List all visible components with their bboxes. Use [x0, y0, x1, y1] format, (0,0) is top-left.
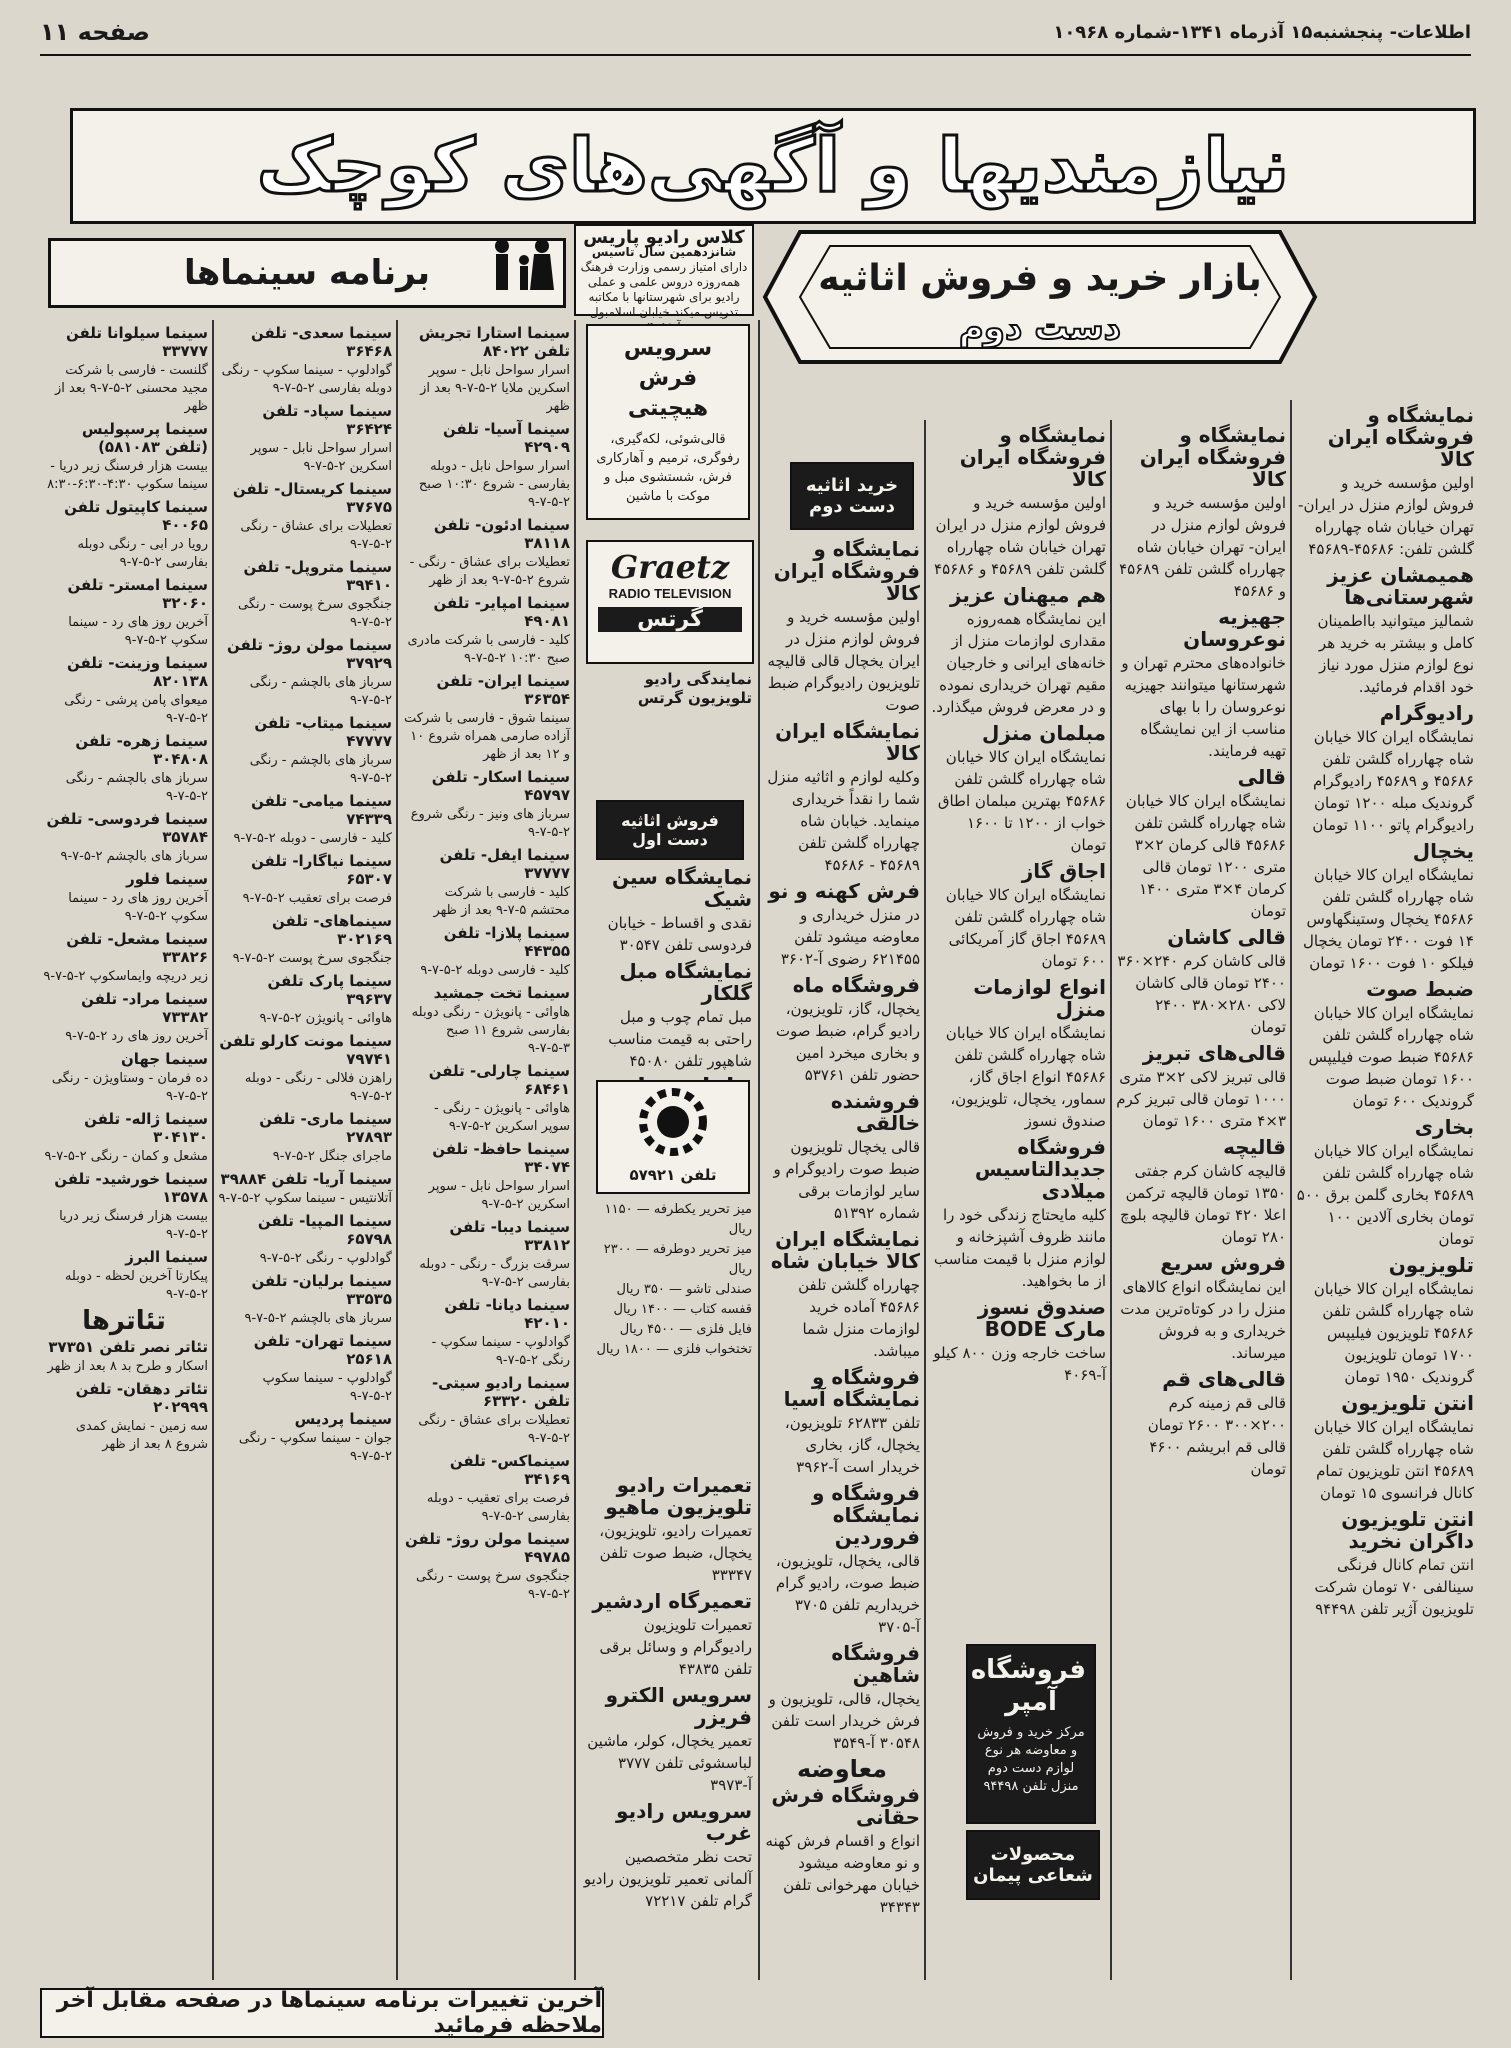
- price-value: ۲۳۰۰ ریال: [603, 1242, 752, 1277]
- ad-text: قالی یخچال تلویزیون ضبط صوت رادیوگرام و سایر لوازمات برقی شماره ۵۱۳۹۲: [773, 1138, 920, 1222]
- cinema-program: تعطیلات برای عشاق - رنگی ۲-۵-۷-۹: [418, 1413, 570, 1446]
- ad-text: این نمایشگاه همه‌روزه مقداری لوازمات منزل از خانه‌های ایرانی و خارجیان مقیم تهران خریداری نموده و در معرض فروش میگذارد.: [931, 610, 1106, 716]
- cinema-program: اسرار سواحل نابل - سوپر اسکرین ۲-۵-۷-۹: [250, 441, 392, 474]
- ad-heading: فروشگاه شاهین: [831, 1641, 920, 1687]
- cinema-program: هاوائی - پانویژن ۲-۵-۷-۹: [259, 1011, 392, 1026]
- ad-text: نمایشگاه ایران کالا خیابان شاه چهارراه گلشن تلفن ۴۵۶۸۶ یخچال وستینگهاوس ۱۴ فوت ۲۴۰۰ تومان یخچال فیلکو ۱۰ فوت ۱۶۰۰ تومان: [1302, 866, 1474, 972]
- cinema-name: سینما دیانا- تلفن ۴۲۰۱۰: [444, 1296, 570, 1332]
- cinema-program: سینما شوق - فارسی با شرکت آزاده صارمی همراه شروع ۱۰ و ۱۲ بعد از ظهر: [403, 711, 570, 762]
- ad-text: نمایشگاه ایران کالا خیابان شاه چهارراه گلشن تلفن ۴۵۶۸۶ انواع اجاق گاز، سماور، یخچال، تلویزیون، صندوق نسوز: [945, 1024, 1106, 1130]
- ad-text: نمایشگاه ایران کالا خیابان شاه چهارراه گلشن تلفن ۴۵۶۸۹ انتن تلویزیون تمام کانال فرانسوی ۱۵ تومان: [1313, 1418, 1474, 1502]
- cinema-name: سینما کریستال- تلفن ۳۷۶۷۵: [232, 480, 392, 516]
- ad-heading: ضبط صوت: [1366, 977, 1474, 1001]
- price-value: ۴۵۰۰ ریال: [619, 1322, 676, 1337]
- first-hand-sale-ad: [596, 800, 744, 860]
- cinema-program: کلید - فارسی با شرکت مادری صبح ۱۰:۳۰ ۲-۵-۷-۹: [407, 633, 570, 666]
- family-silhouette-icon: [480, 232, 560, 312]
- ad-heading: تعمیرگاه اردشیر: [592, 1589, 752, 1613]
- column-rule: [212, 320, 214, 1980]
- ad-text: اولین مؤسسه خرید و فروش لوازم منزل در ایران یخچال قالی قالیچه تلویزیون رادیوگرام ضبط صوت: [767, 608, 920, 714]
- cinema-name: سینما ژاله- تلفن ۳۰۴۱۳۰: [84, 1110, 208, 1146]
- footer-text: آخرین تغییرات برنامه سینماها در صفحه مقابل آخر ملاحظه فرمائید: [56, 1988, 602, 2038]
- cinema-name: سینما ایفل- تلفن ۳۷۷۷۷: [439, 846, 570, 882]
- ad-heading: بخاری: [1414, 1115, 1474, 1139]
- price-item: تختخواب فلزی: [673, 1342, 752, 1357]
- cinema-program: مشعل و کمان - رنگی ۲-۵-۷-۹: [44, 1149, 208, 1164]
- ad-heading: فروشگاه و نمایشگاه فروردین: [812, 1481, 920, 1549]
- cinema-name: سینما سعدی- تلفن ۳۶۴۶۸: [250, 324, 392, 360]
- cinema-name: سینما ایران- تلفن ۳۶۳۵۴: [436, 672, 570, 708]
- cinema-programs-title: برنامه سینماها: [183, 253, 431, 293]
- cinema-name: سینما برلیان- تلفن ۳۳۵۳۵: [251, 1272, 392, 1308]
- cinema-name: سینما وزینت- تلفن ۸۲۰۱۳۸: [67, 654, 208, 690]
- ad-text: نمایشگاه ایران کالا خیابان شاه چهارراه گلشن تلفن ۴۵۶۸۹ بخاری گلمن برق ۵۰۰ تومان بخاری آلادین ۱۰۰ تومان: [1296, 1142, 1474, 1248]
- column-iran-kala-2: [1116, 420, 1286, 1980]
- theater-name: تئاتر دهقان- تلفن ۲۰۲۹۹۹: [75, 1380, 208, 1416]
- price-item: میز تحریر دوطرفه: [652, 1242, 752, 1257]
- cinema-program: بیست هزار فرسنگ زیر دریا - سینما سکوپ ۴:۳۰-۶:۳۰-۸:۳۰: [47, 459, 208, 492]
- ad-text: تلفن ۶۲۸۳۳ تلویزیون، یخچال، گاز، بخاری خریدار است آ-۳۹۶۲: [784, 1414, 920, 1476]
- column-rule: [758, 320, 760, 1980]
- ad-text: اولین مؤسسه خرید و فروش لوازم منزل در ایران- تهران خیابان شاه چهارراه گلشن تلفن: ۴۵۶۸۶-۴۵۶۸۹: [1298, 474, 1474, 558]
- ad-text: قالی تبریز لاکی ۲×۳ متری ۱۰۰۰ تومان قالی تبریز کرم ۳×۴ متری ۱۶۰۰ تومان: [1116, 1068, 1286, 1130]
- hexagon-subtitle: دست دوم: [958, 308, 1122, 348]
- ad-text: یخچال، قالی، تلویزیون و فرش خریدار است تلفن ۳۰۵۴۸ آ-۳۵۴۹: [768, 1690, 920, 1752]
- cinema-program: جنگجوی سرخ پوست ۲-۵-۷-۹: [232, 951, 392, 966]
- column-iran-kala-1: [1296, 400, 1474, 1980]
- price-item: قفسه کتاب: [690, 1302, 752, 1317]
- cinema-name: سینما فردوسی- تلفن ۳۵۷۸۴: [46, 810, 208, 846]
- cinema-name: سینما زهره- تلفن ۳۰۴۸۰۸: [75, 732, 208, 768]
- ad-text: قالیچه کاشان کرم جفتی ۱۳۵۰ تومان قالیچه ترکمن اعلا ۴۲۰ تومان قالیچه بلوچ ۲۸۰ تومان: [1120, 1162, 1286, 1246]
- cinema-name: سینما مولن روژ- تلفن ۴۹۷۸۵: [404, 1530, 570, 1566]
- radio-class-subtitle: شانزدهمین سال تاسیس: [591, 245, 737, 259]
- theater-name: تئاتر نصر تلفن ۳۷۳۵۱: [48, 1338, 208, 1356]
- cinema-program: جوان - سینما سکوپ - رنگی ۲-۵-۷-۹: [238, 1431, 392, 1464]
- cinema-name: سینما چارلی- تلفن ۶۸۴۶۱: [428, 1062, 570, 1098]
- radio-paris-class-ad: [574, 224, 754, 319]
- ad-heading: قالی‌های قم: [1162, 1367, 1286, 1391]
- ad-heading: نمایشگاه ایران کالا خیابان شاه: [770, 1227, 920, 1273]
- cinema-name: سینما خورشید- تلفن ۱۳۵۷۸: [54, 1170, 208, 1206]
- ad-text: نقدی و اقساط - خیابان فردوسی تلفن ۳۰۵۴۷: [607, 914, 752, 954]
- column-rule: [396, 320, 398, 1980]
- ad-heading: رادیوگرام: [1379, 701, 1474, 725]
- amper-title: فروشگاه آمپر: [970, 1655, 1086, 1717]
- ad-text: وکلیه لوازم و اثاثیه منزل شما را نقداً خریداری مینماید. خیابان شاه چهارراه گلشن تلفن ۴۵۶۸۹ - ۴۵۶۸۶: [767, 768, 920, 874]
- cinema-name: سینما فلور: [126, 870, 208, 888]
- column-repairs: [582, 1470, 752, 1980]
- ad-heading: فروش سریع: [1160, 1251, 1286, 1275]
- ad-heading: انتن تلویزیون: [1341, 1391, 1474, 1415]
- column-cinemas-3: [40, 320, 208, 1980]
- ad-heading: قالی‌های تبریز: [1142, 1041, 1286, 1065]
- ad-text: تحت نظر متخصصین آلمانی تعمیر تلویزیون رادیو گرام تلفن ۷۲۲۱۷: [583, 1848, 752, 1910]
- cinema-name: سینما متروپل- تلفن ۳۹۴۱۰: [243, 558, 392, 594]
- column-rule: [1290, 400, 1292, 1980]
- page-number: صفحه ۱۱: [40, 18, 150, 46]
- price-item: میز تحریر یکطرفه: [653, 1202, 752, 1217]
- ad-text: شمالیز میتوانید بااطمینان کامل و بیشتر به خرید هر نوع لوازم منزل مورد نیاز خود اقدام فرمائید.: [1317, 612, 1474, 696]
- ad-text: انواع و اقسام فرش کهنه و نو معاوضه میشود خیابان مهرخوانی تلفن ۳۴۳۴۳: [765, 1832, 920, 1916]
- cinema-program: سرباز های ونیز - رنگی شروع ۲-۵-۷-۹: [410, 807, 570, 840]
- gear-icon: [598, 1082, 748, 1162]
- metal-goods-phone: تلفن ۵۷۹۲۱: [629, 1166, 717, 1184]
- graetz-ad: [586, 540, 754, 664]
- cinema-program: سرقت بزرگ - رنگی - دوبله بفارسی ۲-۵-۷-۹: [419, 1257, 570, 1290]
- price-item: فایل فلزی: [696, 1322, 752, 1337]
- radio-class-title: کلاس رادیو پاریس: [583, 227, 745, 248]
- cinema-program: سرباز های بالچشم - رنگی ۲-۵-۷-۹: [249, 753, 392, 786]
- metal-goods-logo: [596, 1080, 750, 1194]
- price-value: ۱۸۰۰ ریال: [596, 1342, 652, 1357]
- amper-store-ad: [966, 1644, 1096, 1824]
- cinema-name: سینما پردیس: [294, 1410, 392, 1428]
- cinema-name: سینما پرسپولیس (تلفن ۵۸۱۰۸۳): [81, 420, 208, 456]
- ad-heading: سرویس الکترو فریزر: [605, 1683, 752, 1729]
- cinema-program: ماجرای جنگل ۲-۵-۷-۹: [272, 1149, 392, 1164]
- cinema-name: سینما آریا- تلفن ۳۹۸۸۴: [220, 1170, 392, 1188]
- hexagon-title: بازار خرید و فروش اثاثیه: [818, 258, 1262, 299]
- ad-heading: اجاق گاز: [1021, 859, 1106, 883]
- price-row: تختخواب فلزی — ۱۸۰۰ ریال: [596, 1342, 752, 1357]
- cinema-name: سینما مراد- تلفن ۷۳۳۸۲: [81, 990, 208, 1026]
- ad-heading: نمایشگاه ایران کالا: [775, 719, 920, 765]
- column-cinemas-2: [218, 320, 392, 1980]
- column-purchase: [764, 534, 920, 1980]
- ad-text: انتن تمام کانال فرنگی سینالفی ۷۰ تومان شرکت تلویزیون آژیر تلفن ۹۴۴۹۸: [1314, 1556, 1474, 1618]
- ad-heading: قالی: [1237, 765, 1286, 789]
- price-row: صندلی تاشو — ۳۵۰ ریال: [616, 1282, 752, 1297]
- ad-heading: انواع لوازمات منزل: [973, 975, 1106, 1021]
- ad-heading: نمایشگاه و فروشگاه ایران کالا: [1139, 423, 1286, 491]
- cinema-program: فرصت برای تعقیب ۲-۵-۷-۹: [242, 891, 392, 906]
- cinema-program: آخرین روز های رد - سینما سکوپ ۲-۵-۷-۹: [68, 615, 208, 648]
- cinema-name: سینما البرز: [125, 1248, 208, 1266]
- cinema-name: سینما سیلوانا تلفن ۳۳۷۷۷: [66, 324, 208, 360]
- cinema-name: سینما مولن روژ- تلفن ۳۷۹۲۹: [226, 636, 392, 672]
- cinema-name: سینما جهان: [120, 1050, 208, 1068]
- cinema-name: سینما مشعل- تلفن ۳۳۸۲۶: [66, 930, 208, 966]
- column-furniture: [582, 862, 752, 1070]
- cinema-program: رویا در ابی - رنگی دوبله بفارسی ۲-۵-۷-۹: [77, 537, 208, 570]
- ad-heading: نمایشگاه و فروشگاه ایران کالا: [1327, 403, 1474, 471]
- ad-text: تعمیرات رادیو، تلویزیون، یخچال، ضبط صوت تلفن ۳۳۳۴۷: [599, 1522, 752, 1584]
- cinema-program: تعطیلات برای عشاق - رنگی - شروع ۲-۵-۷-۹ بعد از ظهر: [409, 555, 570, 588]
- ad-text: قالی، یخچال، تلویزیون، ضبط صوت، رادیو گرام خریداریم تلفن ۳۷۰۵ آ-۳۷۰۵: [775, 1552, 920, 1636]
- price-row: قفسه کتاب — ۱۴۰۰ ریال: [613, 1302, 752, 1317]
- cinema-name: سینما امستر- تلفن ۳۲۰۶۰: [67, 576, 208, 612]
- secondhand-purchase-ad: [790, 462, 914, 530]
- price-row: میز تحریر دوطرفه — ۲۳۰۰ ریال: [603, 1242, 752, 1277]
- masthead-date: اطلاعات- پنجشنبه۱۵ آذرماه ۱۳۴۱-شماره ۱۰۹۶۸: [1053, 22, 1471, 43]
- column-cinemas-1: [402, 320, 570, 1980]
- ad-text: خانواده‌های محترم تهران و شهرستانها میتوانند جهیزیه نوعروسان را با بهای مناسب از این نمایشگاه تهیه فرمایند.: [1121, 654, 1286, 760]
- price-value: ۳۵۰ ریال: [616, 1282, 665, 1297]
- ad-text: نمایشگاه ایران کالا خیابان شاه چهارراه گلشن تلفن ۴۵۶۸۶ تلویزیون فیلیپس ۱۷۰۰ تومان تلویزیون گروندیک ۱۹۵۰ تومان: [1313, 1280, 1474, 1386]
- ad-text: یخچال، گاز، تلویزیون، رادیو گرام، ضبط صوت و بخاری میخرد امین حضور تلفن ۵۳۷۶۱: [775, 1000, 920, 1084]
- carpet-service-body: قالی‌شوئی، لکه‌گیری، رفوگری، ترمیم و آهارکاری فرش، شستشوی مبل و موکت با ماشین: [596, 432, 740, 504]
- cinema-program: پیکارتا آخرین لحظه - دوبله ۲-۵-۷-۹: [64, 1269, 208, 1302]
- cinema-program: جنگجوی سرخ پوست - رنگی ۲-۵-۷-۹: [415, 1569, 570, 1602]
- cinema-name: سینما کاپیتول تلفن ۴۰۰۶۵: [64, 498, 208, 534]
- ad-heading: سرویس رادیو غرب: [616, 1799, 752, 1845]
- cinema-program: کلید - فارسی - دوبله ۲-۵-۷-۹: [233, 831, 392, 846]
- cinema-program: سرباز های بالچشم - رنگی ۲-۵-۷-۹: [65, 771, 208, 804]
- purchase-title: خرید اثاثیه دست دوم: [805, 475, 899, 517]
- cinema-name: سینما پلازا- تلفن ۴۴۳۵۵: [443, 924, 570, 960]
- ad-heading: صندوق نسوز مارک BODE: [977, 1295, 1106, 1341]
- price-value: ۱۱۵۰ ریال: [604, 1202, 752, 1237]
- ad-text: اولین مؤسسه خرید و فروش لوازم منزل در ایران- تهران خیابان شاه چهارراه گلشن تلفن ۴۵۶۸۹ و ۴۵۶۸۶: [1119, 494, 1286, 600]
- cinema-program: زیر دریچه وایماسکوپ ۲-۵-۷-۹: [43, 969, 208, 984]
- cinema-program: آخرین روز های رد ۲-۵-۷-۹: [65, 1029, 208, 1044]
- cinema-program: گوادلوپ - سینما سکوپ - رنگی ۲-۵-۷-۹: [431, 1335, 570, 1368]
- cinema-name: سینما دیبا- تلفن ۳۳۸۱۲: [449, 1218, 570, 1254]
- price-value: ۱۴۰۰ ریال: [613, 1302, 669, 1317]
- ad-heading: نمایشگاه سین شیک: [611, 865, 752, 911]
- cinema-program: تعطیلات برای عشاق - رنگی ۲-۵-۷-۹: [240, 519, 392, 552]
- cinema-program: راهزن فلالی - رنگی - دوبله ۲-۵-۷-۹: [244, 1071, 392, 1104]
- cinema-name: سینما آسیا- تلفن ۴۲۹۰۹: [442, 420, 570, 456]
- cinema-name: سینما سپاد- تلفن ۳۶۴۲۴: [262, 402, 392, 438]
- peyman-title: محصولات شعاعی پیمان: [973, 1844, 1093, 1886]
- graetz-description: [582, 666, 752, 786]
- cinema-program: گوادلوپ - سینما سکوپ - رنگی دوبله بفارسی ۲-۵-۷-۹: [221, 363, 392, 396]
- cinema-program: جنگجوی سرخ پوست - رنگی ۲-۵-۷-۹: [237, 597, 392, 630]
- ad-text: ساخت خارجه وزن ۸۰۰ کیلو آ-۴۰۶۹: [933, 1344, 1106, 1384]
- ad-heading: فروشنده خالقی: [830, 1089, 920, 1135]
- ad-heading: فرش کهنه و نو: [768, 879, 920, 903]
- peyman-products-ad: [966, 1830, 1100, 1900]
- ad-text: تعمیر یخچال، کولر، ماشین لباسشوئی تلفن ۳۷۷۷ آ-۳۹۷۳: [587, 1732, 752, 1794]
- cinema-program: گلنست - فارسی با شرکت مجید محسنی ۲-۵-۷-۹ بعد از ظهر: [55, 363, 208, 414]
- ad-heading: فروشگاه و نمایشگاه آسیا: [783, 1365, 920, 1411]
- ad-heading: فروشگاه فرش حقانی: [771, 1783, 920, 1829]
- cinema-program: هاوائی - پانویژن - رنگی - سوپر اسکرین ۲-۵-۷-۹: [433, 1101, 570, 1134]
- ad-heading: هم میهنان عزیز: [949, 583, 1106, 607]
- first-hand-title: فروش اثاثیه دست اول: [621, 811, 719, 849]
- graetz-persian-logo: گرتس: [598, 607, 742, 632]
- cinema-program: سرباز های بالچشم ۲-۵-۷-۹: [60, 849, 208, 864]
- masthead-bar: [40, 14, 1471, 56]
- cinema-program: آخرین روز های رد - سینما سکوپ ۲-۵-۷-۹: [68, 891, 208, 924]
- cinema-program: اسرار سواحل نابل - سوپر اسکرین ملایا ۲-۵-۷-۹ بعد از ظهر: [420, 363, 570, 414]
- theater-program: اسکار و طرح بد ۸ بعد از ظهر: [47, 1359, 208, 1374]
- ad-heading: نمایشگاه مبل گلکار: [619, 959, 752, 1005]
- cinema-program: کلید - فارسی با شرکت محتشم ۵-۷-۹ بعد از ظهر: [433, 885, 570, 918]
- cinema-name: سینما ادئون- تلفن ۳۸۱۱۸: [433, 516, 570, 552]
- cinema-program: گوادلوپ - رنگی ۲-۵-۷-۹: [259, 1251, 392, 1266]
- graetz-body: نمایندگی رادیو تلویزیون گرتس: [637, 670, 752, 707]
- cinema-program: هاوائی - پانویژن - رنگی دوبله بفارسی شروع ۱۱ صبح ۳-۵-۷-۹: [411, 1005, 570, 1056]
- ad-text: نمایشگاه ایران کالا خیابان شاه چهارراه گلشن تلفن ۴۵۶۸۶ ضبط صوت فیلیپس ۱۶۰۰ تومان ضبط صوت گروندیک ۶۰۰ تومان: [1308, 1004, 1474, 1110]
- ad-heading: فروشگاه ماه: [792, 973, 920, 997]
- secondhand-market-hexagon: [760, 222, 1320, 372]
- ad-text: قالی کاشان کرم ۲۴۰×۳۶۰ ۲۴۰۰ تومان قالی کاشان لاکی ۲۸۰×۳۸۰ ۲۴۰۰ تومان: [1117, 952, 1286, 1036]
- cinema-name: سینما نیاگارا- تلفن ۶۵۳۰۷: [251, 852, 392, 888]
- price-row: میز تحریر یکطرفه — ۱۱۵۰ ریال: [604, 1202, 752, 1237]
- price-row: فایل فلزی — ۴۵۰۰ ریال: [619, 1322, 752, 1337]
- column-rule: [574, 320, 576, 1980]
- cinema-name: سینما اسکار- تلفن ۴۵۷۹۷: [431, 768, 570, 804]
- amper-body: مرکز خرید و فروش و معاوضه هر نوع لوازم دست دوم منزل تلفن ۹۴۴۹۸: [977, 1725, 1085, 1794]
- ad-text: کلیه مایحتاج زندگی خود را مانند ظروف آشپزخانه و لوازم منزل با قیمت مناسب از ما بخواهید.: [933, 1206, 1106, 1290]
- theaters-heading: تئاترها: [82, 1306, 166, 1336]
- cinema-name: سینما پارک تلفن ۳۹۶۳۷: [267, 972, 392, 1008]
- ad-heading: انتن تلویزیون داگران نخرید: [1341, 1507, 1474, 1553]
- ad-heading: مبلمان منزل: [981, 721, 1106, 745]
- cinema-program: بیست هزار فرسنگ زیر دریا ۲-۵-۷-۹: [59, 1209, 208, 1242]
- price-item: صندلی تاشو: [686, 1282, 752, 1297]
- ad-heading: تعمیرات رادیو تلویزیون ماهیو: [605, 1473, 752, 1519]
- ad-text: نمایشگاه ایران کالا خیابان شاه چهارراه گلشن تلفن ۴۵۶۸۶ بهترین مبلمان اطاق خواب از ۱۲۰۰ تا ۱۶۰۰ تومان: [937, 748, 1106, 854]
- cinema-program: میعوای پامن پرشی - رنگی ۲-۵-۷-۹: [64, 693, 208, 726]
- cinema-program: اسرار سواحل نابل - سوپر اسکرین ۲-۵-۷-۹: [428, 1179, 570, 1212]
- cinema-program: اسرار سواحل نابل - دوبله بفارسی - شروع ۱۰:۳۰ صبح ۲-۵-۷-۹: [418, 459, 570, 510]
- carpet-service-ad: [586, 324, 750, 520]
- cinema-name: سینما المپیا- تلفن ۶۵۷۹۸: [257, 1212, 392, 1248]
- banner-title: نیازمندیها و آگهی‌های کوچک: [256, 123, 1290, 209]
- ad-heading: تلویزیون: [1388, 1253, 1474, 1277]
- ad-heading: قالیچه: [1223, 1135, 1286, 1159]
- column-rule: [1110, 420, 1112, 1980]
- cinema-name: سینما میتاب- تلفن ۴۷۷۷۷: [254, 714, 392, 750]
- cinema-footer-notice: [40, 1988, 604, 2038]
- cinema-name: سینما استارا تجریش تلفن ۸۴۰۲۲: [418, 324, 570, 360]
- cinema-program: ده فرمان - وستاویژن - رنگی ۲-۵-۷-۹: [51, 1071, 208, 1104]
- ad-heading: همیمشان عزیز شهرستانی‌ها: [1327, 563, 1474, 609]
- ad-heading: فروشگاه جدیدالتاسیس میلادی: [974, 1135, 1106, 1203]
- cinema-program: فرصت برای تعقیب - دوبله بفارسی ۲-۵-۷-۹: [426, 1491, 570, 1524]
- cinema-program: آتلانتیس - سینما سکوپ ۲-۵-۷-۹: [218, 1191, 392, 1206]
- cinema-name: سینما میامی- تلفن ۷۴۳۳۹: [251, 792, 392, 828]
- cinema-program: سرباز های بالچشم ۲-۵-۷-۹: [244, 1311, 392, 1326]
- price-list: [582, 1200, 752, 1380]
- ad-text: نمایشگاه ایران کالا خیابان شاه چهارراه گلشن تلفن ۴۵۶۸۶ و ۴۵۶۸۹ رادیوگرام گروندیک مبله ۱۲۰۰ تومان رادیوگرام پاتو ۱۱۰۰ تومان: [1312, 728, 1474, 834]
- carpet-service-title: سرویس فرش هیچیتی: [623, 336, 713, 421]
- ad-text: نمایشگاه ایران کالا خیابان شاه چهارراه گلشن تلفن ۴۵۶۸۹ اجاق گاز آمریکائی ۶۰۰ تومان: [945, 886, 1106, 970]
- ad-text: اولین مؤسسه خرید و فروش لوازم منزل در ایران تهران خیابان شاه چهارراه گلشن تلفن ۴۵۶۸۹ و ۴۵۶۸۶: [934, 494, 1106, 578]
- ad-text: نمایشگاه ایران کالا خیابان شاه چهارراه گلشن تلفن ۴۵۶۸۶ قالی کرمان ۲×۳ متری ۱۲۰۰ تومان قالی کرمان ۴×۳ متری ۱۴۰۰ تومان: [1125, 792, 1286, 920]
- ad-heading: نمایشگاه و فروشگاه ایران کالا: [959, 423, 1106, 491]
- cinema-name: سینما تخت جمشید: [433, 984, 570, 1002]
- cinema-name: سینما حافظ- تلفن ۳۴۰۷۴: [432, 1140, 570, 1176]
- cinema-program: گوادلوپ - سینما سکوپ ۲-۵-۷-۹: [262, 1371, 392, 1404]
- theater-program: سه زمین - نمایش کمدی شروع ۸ بعد از ظهر: [75, 1419, 208, 1452]
- ad-text: تعمیرات تلویزیون رادیوگرام و وسائل برقی تلفن ۴۳۸۳۵: [599, 1616, 752, 1678]
- cinema-program: سرباز های بالچشم - رنگی ۲-۵-۷-۹: [249, 675, 392, 708]
- ad-text: قالی قم زمینه کرم ۲۰۰×۳۰۰ ۲۶۰۰ تومان قالی قم ابریشم ۴۶۰۰ تومان: [1147, 1394, 1286, 1478]
- cinema-name: سینما ماری- تلفن ۲۷۸۹۳: [259, 1110, 392, 1146]
- cinema-name: سینماکس- تلفن ۳۴۱۶۹: [449, 1452, 570, 1488]
- column-rule: [924, 420, 926, 1980]
- cinema-program: کلید - فارسی دوبله ۲-۵-۷-۹: [420, 963, 570, 978]
- ad-text: چهارراه گلشن تلفن ۴۵۶۸۶ آماده خرید لوازمات منزل شما میباشد.: [798, 1276, 920, 1360]
- cinema-name: سینما امپایر- تلفن ۴۹۰۸۱: [433, 594, 570, 630]
- graetz-subtitle: RADIO TELEVISION: [608, 586, 732, 601]
- ad-text: این نمایشگاه انواع کالاهای منزل را در کوتاه‌ترین مدت خریداری و به فروش میرساند.: [1120, 1278, 1286, 1362]
- cinema-name: سینما رادیو سیتی- تلفن ۶۳۳۲۰: [431, 1374, 570, 1410]
- ad-text: مبل تمام چوب و مبل راحتی به قیمت مناسب شاهپور تلفن ۴۵۰۸۰: [608, 1008, 752, 1070]
- ad-text: در منزل خریداری و معاوضه میشود تلفن ۶۲۱۴۵۵ رضوی آ-۳۶۰۲: [780, 906, 920, 968]
- ad-heading: معاوضه: [796, 1755, 888, 1783]
- cinema-name: سینما تهران- تلفن ۲۵۶۱۸: [253, 1332, 392, 1368]
- ad-heading: جهیزیه نوعروسان: [1183, 605, 1286, 651]
- main-banner: [70, 108, 1476, 224]
- ad-heading: یخچال: [1412, 839, 1474, 863]
- cinema-name: سینماهای- تلفن ۳۰۲۱۶۹: [272, 912, 392, 948]
- ad-heading: نمایشگاه و فروشگاه ایران کالا: [773, 537, 920, 605]
- radio-class-body: دارای امتیاز رسمی وزارت فرهنگ همه‌روزه دروس علمی و عملی رادیو برای شهرستانها با مکاتبه تدریس میکند خیابان اسلامبول: [580, 260, 748, 319]
- graetz-brand-logo: Graetz: [610, 548, 730, 586]
- cinema-name: سینما مونت کارلو تلفن ۷۹۷۴۱: [219, 1032, 392, 1068]
- ad-heading: قالی کاشان: [1167, 925, 1286, 949]
